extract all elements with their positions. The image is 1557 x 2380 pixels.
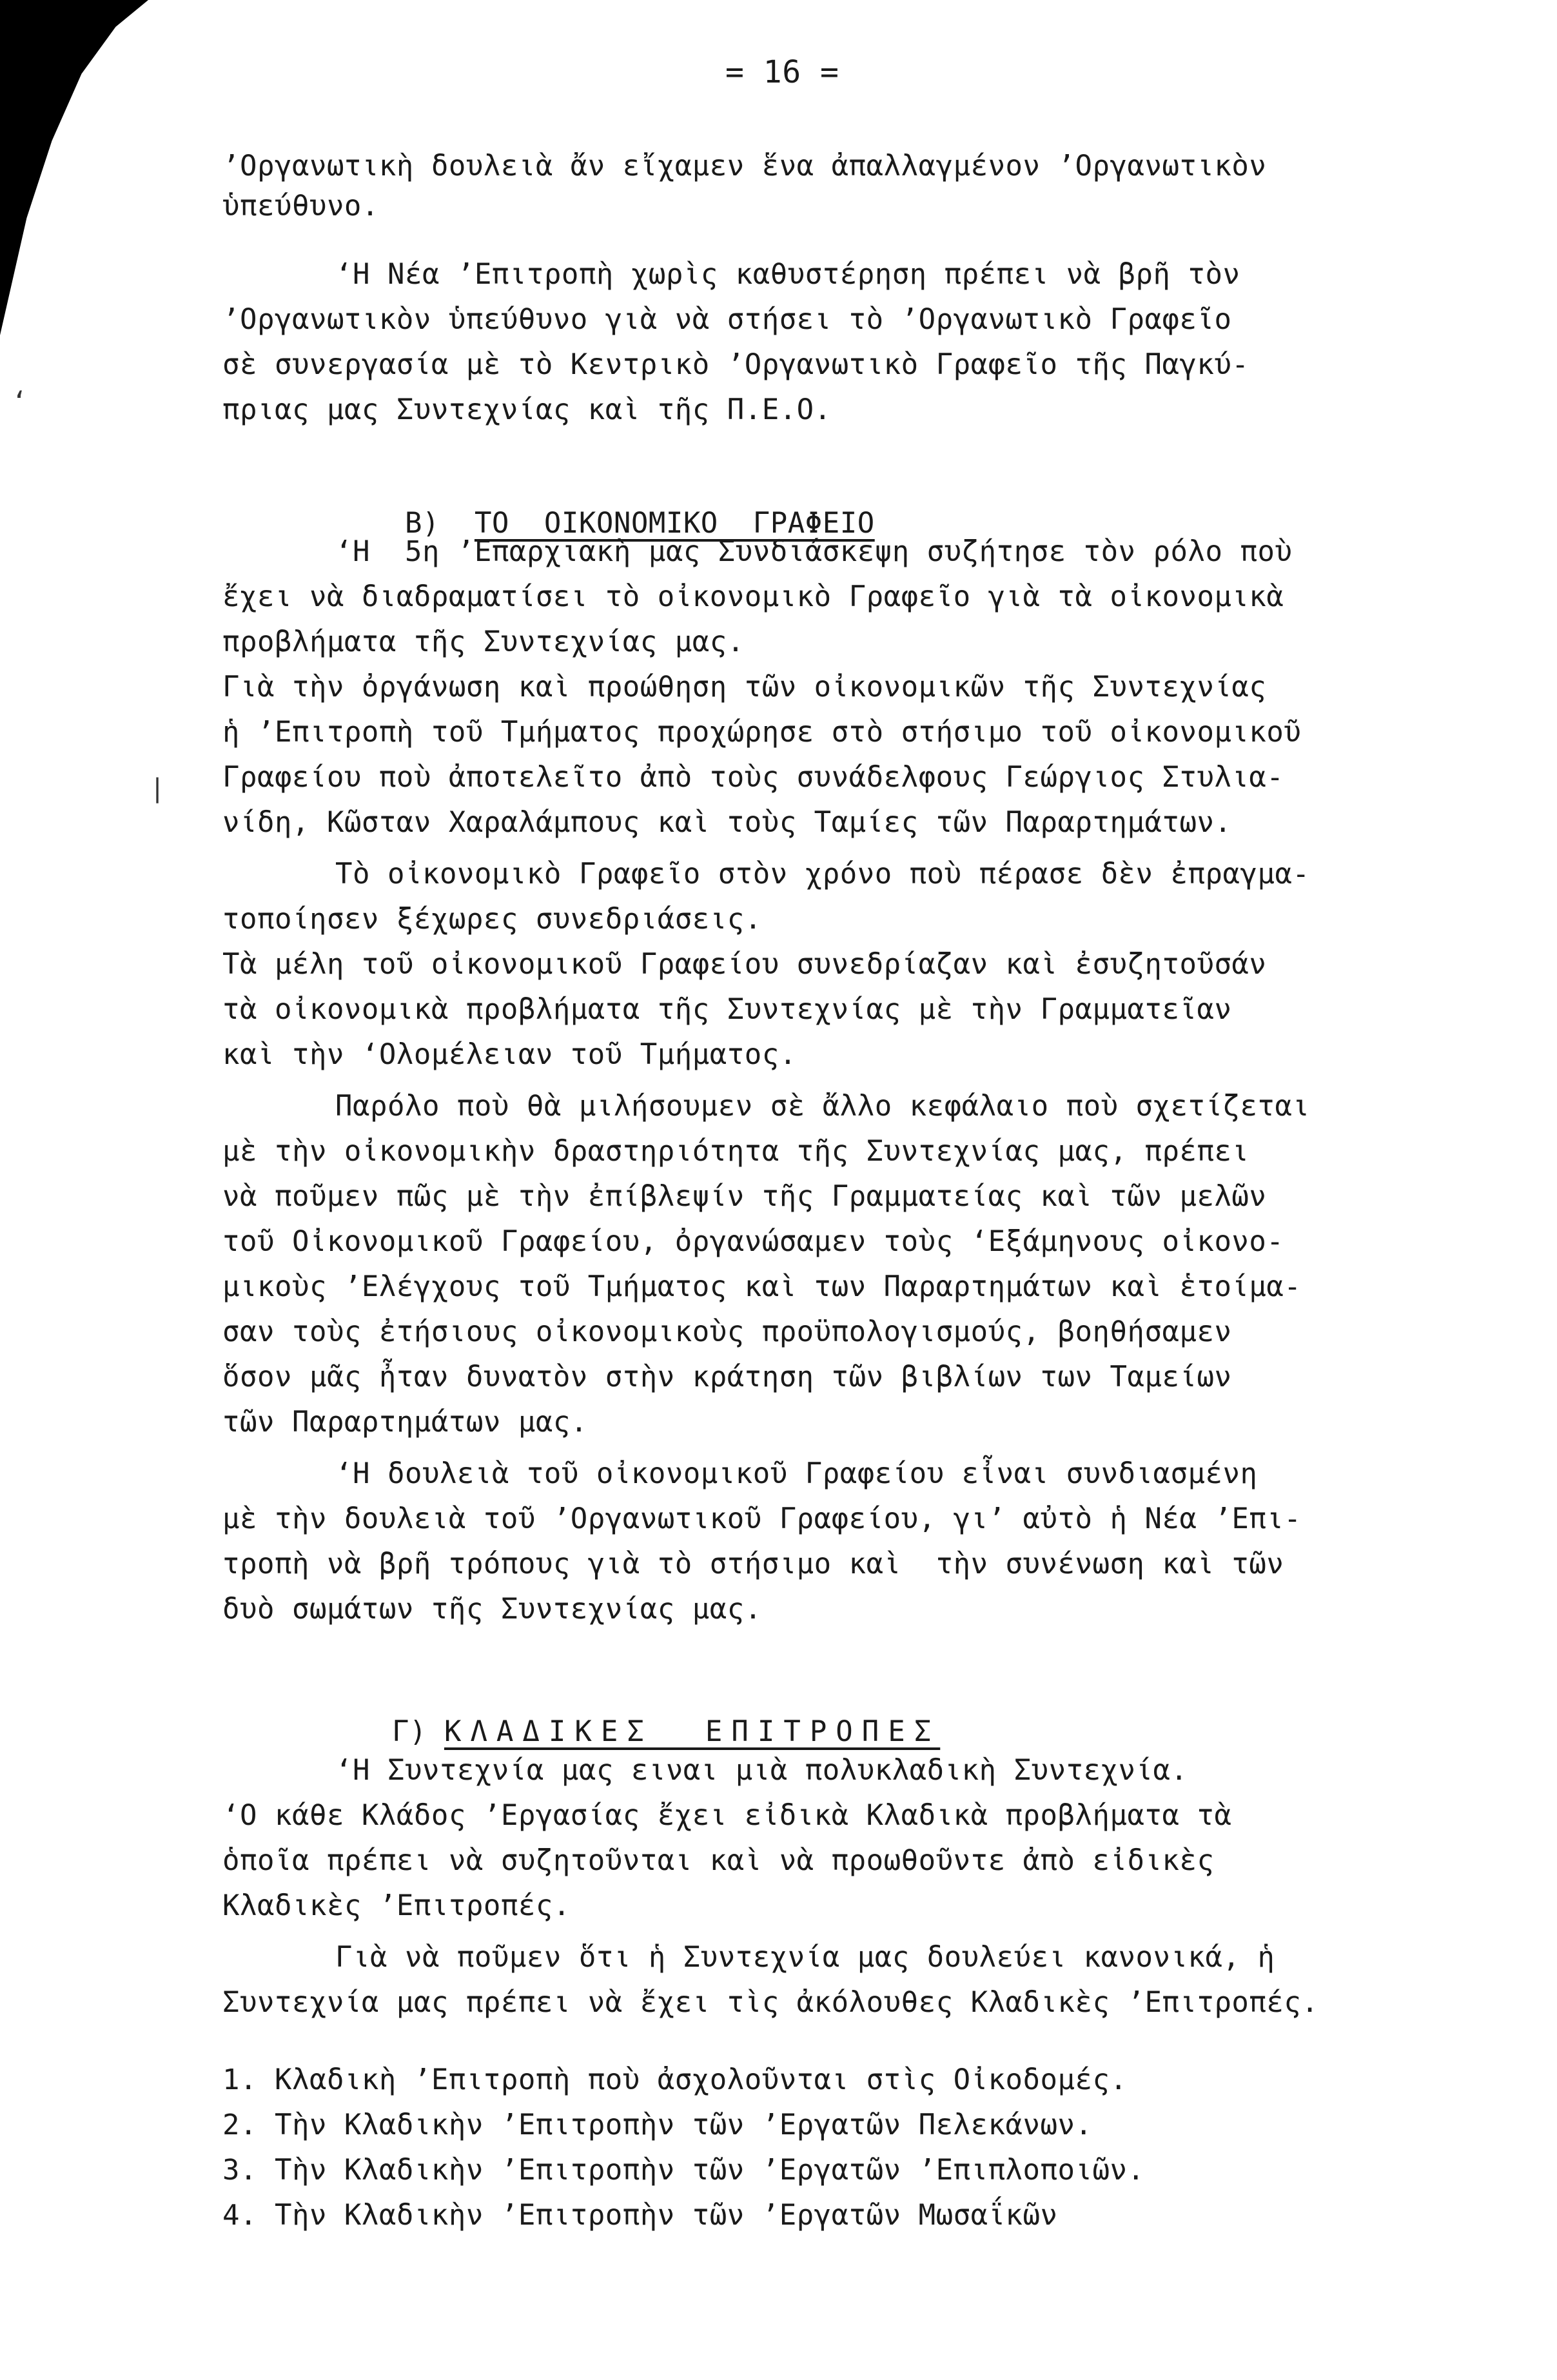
margin-tick-mark: | xyxy=(150,774,166,803)
text-line: μὲ τὴν οἰκονομικὴν δραστηριότητα τῆς Συντεχνίας μας, πρέπει xyxy=(222,1135,1249,1168)
text-line: ‘Ο κάθε Κλάδος ’Εργασίας ἔχει εἰδικὰ Κλαδικὰ προβλήματα τὰ xyxy=(222,1799,1232,1832)
text-line: Κλαδικὲς ’Επιτροπές. xyxy=(222,1889,571,1922)
text-line: ‘Η Νέα ’Επιτροπὴ χωρὶς καθυστέρηση πρέπει νὰ βρῆ τὸν xyxy=(335,258,1240,291)
text-line: καὶ τὴν ‘Ολομέλειαν τοῦ Τμήματος. xyxy=(222,1038,797,1071)
list-item: 4. Τὴν Κλαδικὴν ’Επιτροπὴν τῶν ’Εργατῶν Μωσαΐκῶν xyxy=(222,2199,1058,2232)
list-item: 2. Τὴν Κλαδικὴν ’Επιτροπὴν τῶν ’Εργατῶν Πελεκάνων. xyxy=(222,2109,1093,2141)
text-line: νὰ ποῦμεν πῶς μὲ τὴν ἐπίβλεψίν τῆς Γραμματείας καὶ τῶν μελῶν xyxy=(222,1180,1267,1213)
text-line: προβλήματα τῆς Συντεχνίας μας. xyxy=(222,625,745,658)
text-line: Τὰ μέλη τοῦ οἰκονομικοῦ Γραφείου συνεδρίαζαν καὶ ἐσυζητοῦσάν xyxy=(222,948,1267,981)
section-label: Β) xyxy=(404,507,440,540)
text-line: Γιὰ τὴν ὀργάνωση καὶ προώθηση τῶν οἰκονομικῶν τῆς Συντεχνίας xyxy=(222,671,1267,703)
section-title: ΤΟ ΟΙΚΟΝΟΜΙΚΟ ΓΡΑΦΕΙΟ xyxy=(474,507,875,540)
text-line: ‘Η δουλειὰ τοῦ οἰκονομικοῦ Γραφείου εἶναι συνδιασμένη xyxy=(335,1457,1258,1490)
text-line: ’Οργανωτικὴ δουλειὰ ἄν εἴχαμεν ἕνα ἀπαλλαγμένον ’Οργανωτικὸν xyxy=(222,150,1267,182)
text-line: Συντεχνία μας πρέπει νὰ ἔχει τὶς ἀκόλουθες Κλαδικὲς ’Επιτροπές. xyxy=(222,1986,1319,2019)
text-line: τοῦ Οἰκονομικοῦ Γραφείου, ὀργανώσαμεν τοὺς ‘Εξάμηνους οἰκονο- xyxy=(222,1225,1284,1258)
text-line: νίδη, Κῶσταν Χαραλάμπους καὶ τοὺς Ταμίες τῶν Παραρτημάτων. xyxy=(222,806,1232,839)
text-line: σὲ συνεργασία μὲ τὸ Κεντρικὸ ’Οργανωτικὸ Γραφεῖο τῆς Παγκύ- xyxy=(222,348,1249,381)
text-line: δυὸ σωμάτων τῆς Συντεχνίας μας. xyxy=(222,1593,762,1626)
text-line: ὁποῖα πρέπει νὰ συζητοῦνται καὶ νὰ προωθοῦντε ἀπὸ εἰδικὲς xyxy=(222,1844,1215,1877)
text-line: ἔχει νὰ διαδραματίσει τὸ οἰκονομικὸ Γραφεῖο γιὰ τὰ οἰκονομικὰ xyxy=(222,580,1284,613)
text-line: ’Οργανωτικὸν ὑπεύθυνο γιὰ νὰ στήσει τὸ ’Οργανωτικὸ Γραφεῖο xyxy=(222,303,1232,336)
list-item: 3. Τὴν Κλαδικὴν ’Επιτροπὴν τῶν ’Εργατῶν ’Επιπλοποιῶν. xyxy=(222,2154,1145,2187)
text-line: ὑπεύθυνο. xyxy=(222,190,379,222)
text-line: σαν τοὺς ἐτήσιους οἰκονομικοὺς προϋπολογισμούς, βοηθήσαμεν xyxy=(222,1315,1232,1348)
text-line: μὲ τὴν δουλειὰ τοῦ ’Οργανωτικοῦ Γραφείου, γι’ αὐτὸ ἡ Νέα ’Επι- xyxy=(222,1502,1302,1535)
text-line: Γραφείου ποὺ ἀποτελεῖτο ἀπὸ τοὺς συνάδελφους Γεώργιος Στυλια- xyxy=(222,761,1284,794)
text-line: Γιὰ νὰ ποῦμεν ὅτι ἡ Συντεχνία μας δουλεύει κανονικά, ἡ xyxy=(335,1941,1275,1974)
text-line: πριας μας Συντεχνίας καὶ τῆς Π.Ε.Ο. xyxy=(222,393,832,426)
section-title: ΚΛΑΔΙΚΕΣ ΕΠΙΤΡΟΠΕΣ xyxy=(444,1715,941,1748)
text-line: ἡ ’Επιτροπὴ τοῦ Τμήματος προχώρησε στὸ στήσιμο τοῦ οἰκονομικοῦ xyxy=(222,716,1302,749)
text-line: Τὸ οἰκονομικὸ Γραφεῖο στὸν χρόνο ποὺ πέρασε δὲν ἐπραγμα- xyxy=(335,858,1310,890)
section-label: Γ) xyxy=(391,1715,427,1748)
text-line: τροπὴ νὰ βρῆ τρόπους γιὰ τὸ στήσιμο καὶ τὴν συνένωση καὶ τῶν xyxy=(222,1548,1284,1580)
text-line: τὰ οἰκονομικὰ προβλήματα τῆς Συντεχνίας μὲ τὴν Γραμματεῖαν xyxy=(222,993,1232,1026)
page-number: = 16 = xyxy=(725,54,839,90)
text-line: Παρόλο ποὺ θὰ μιλήσουμεν σὲ ἄλλο κεφάλαιο ποὺ σχετίζεται xyxy=(335,1090,1310,1123)
text-line: τῶν Παραρτημάτων μας. xyxy=(222,1406,588,1439)
text-line: ὅσον μᾶς ἦταν δυνατὸν στὴν κράτηση τῶν βιβλίων των Ταμείων xyxy=(222,1361,1232,1393)
text-line: ‘Η Συντεχνία μας ειναι μιὰ πολυκλαδικὴ Συντεχνία. xyxy=(335,1754,1188,1787)
margin-tick-mark: ‘ xyxy=(12,387,28,417)
text-line: τοποίησεν ξέχωρες συνεδριάσεις. xyxy=(222,903,762,936)
text-line: ‘Η 5η ’Επαρχιακὴ μας Συνδιάσκεψη συζήτησε τὸν ρόλο ποὺ xyxy=(335,535,1293,568)
list-item: 1. Κλαδικὴ ’Επιτροπὴ ποὺ ἀσχολοῦνται στὶς Οἰκοδομές. xyxy=(222,2063,1128,2096)
text-line: μικοὺς ’Ελέγχους τοῦ Τμήματος καὶ των Παραρτημάτων καὶ ἑτοίμα- xyxy=(222,1270,1302,1303)
